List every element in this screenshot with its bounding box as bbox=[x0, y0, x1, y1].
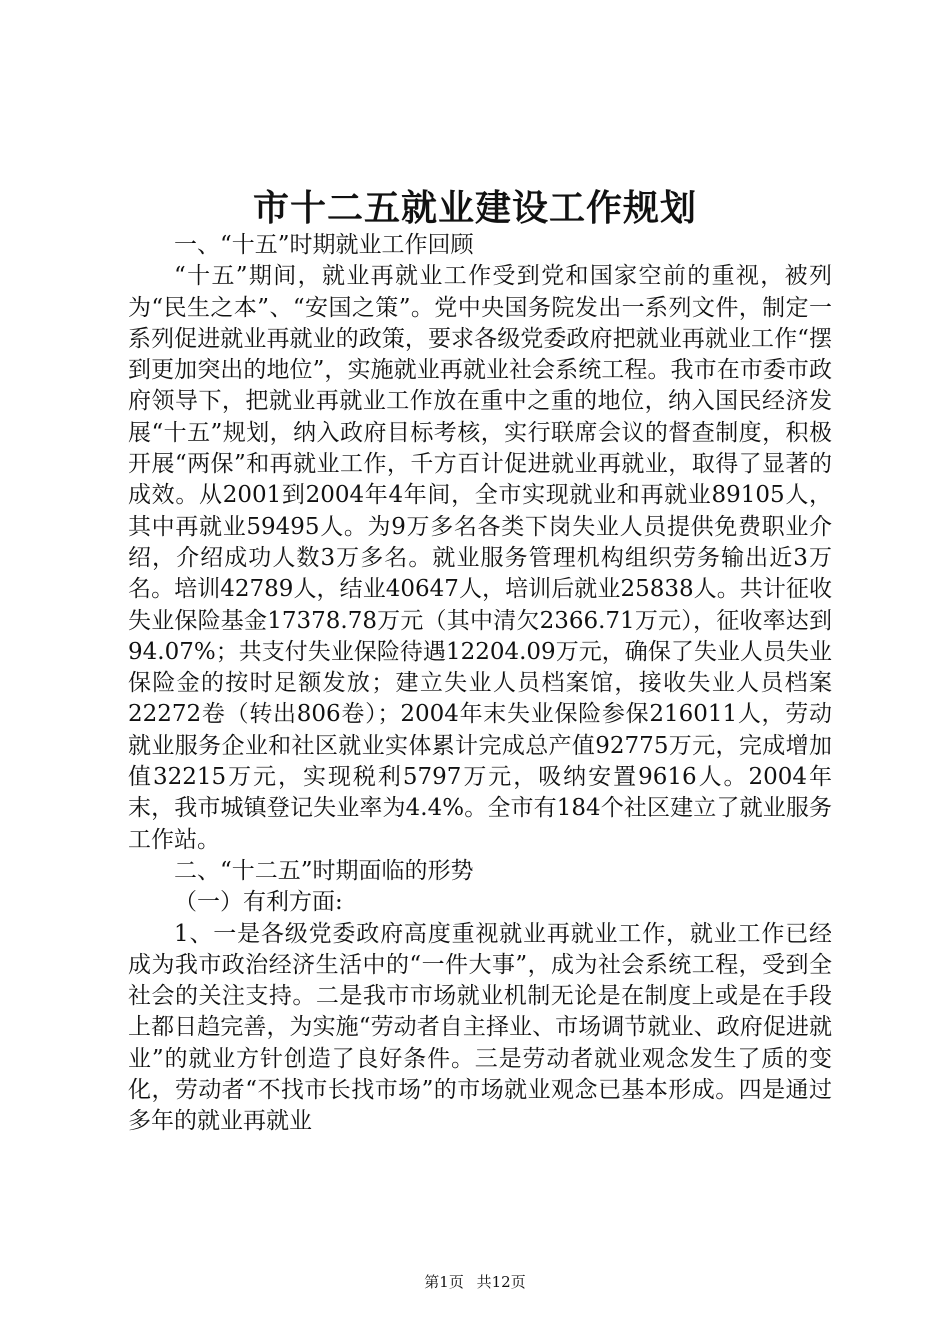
page-footer bbox=[0, 1272, 950, 1292]
paragraph-favorable: 1、一是各级党委政府高度重视就业再就业工作，就业工作已经成为我市政治经济生活中的“一件大事”，成为社会系统工程，受到全社会的关注支持。二是我市市场就业机制无论是在制度上或是在手段上都日趋完善，为实施“劳动者自主择业、市场调节就业、政府促进就业”的就业方针创造了良好条件。三是劳动者就业观念发生了质的变化，劳动者“不找市长找市场”的市场就业观念已基本形成。四是通过多年的就业再就业 bbox=[128, 920, 832, 1135]
document-body bbox=[128, 230, 832, 1138]
page-number: 第1页 bbox=[424, 1273, 464, 1291]
document-title: 市十二五就业建设工作规划 bbox=[252, 188, 697, 229]
section-heading-1: 一、“十五”时期就业工作回顾 bbox=[174, 232, 474, 258]
subsection-heading-favorable: （一）有利方面: bbox=[174, 889, 343, 916]
page-total: 共12页 bbox=[476, 1273, 526, 1291]
section-heading-2: 二、“十二五”时期面临的形势 bbox=[174, 857, 474, 884]
paragraph-review: “十五”期间，就业再就业工作受到党和国家空前的重视，被列为“民生之本”、“安国之策”。党中央国务院发出一系列文件，制定一系列促进就业再就业的政策，要求各级党委政府把就业再就业工作“摆到更加突出的地位”，实施就业再就业社会系统工程。我市在市委市政府领导下，把就业再就业工作放在重中之重的地位，纳入国民经济发展“十五”规划，纳入政府目标考核，实行联席会议的督查制度，积极开展“两保”和再就业工作，千方百计促进就业再就业，取得了显著的成效。从2001到2004年4年间，全市实现就业和再就业89105人，其中再就业59495人。为9万多名各类下岗失业人员提供免费职业介绍，介绍成功人数3万多名。就业服务管理机构组织劳务输出近3万名。培训42789人，结业40647人，培训后就业25838人。共计征收失业保险基金17378.78万元（其中清欠2366.71万元），征收率达到94.07%；共支付失业保险待遇12204.09万元，确保了失业人员失业保险金的按时足额发放；建立失业人员档案馆，接收失业人员档案22272卷（转出806卷）；2004年末失业保险参保216011人，劳动就业服务企业和社区就业实体累计完成总产值92775万元，完成增加值32215万元，实现税利5797万元，吸纳安置9616人。2004年末，我市城镇登记失业率为4.4%。全市有184个社区建立了就业服务工作站。 bbox=[128, 263, 832, 853]
